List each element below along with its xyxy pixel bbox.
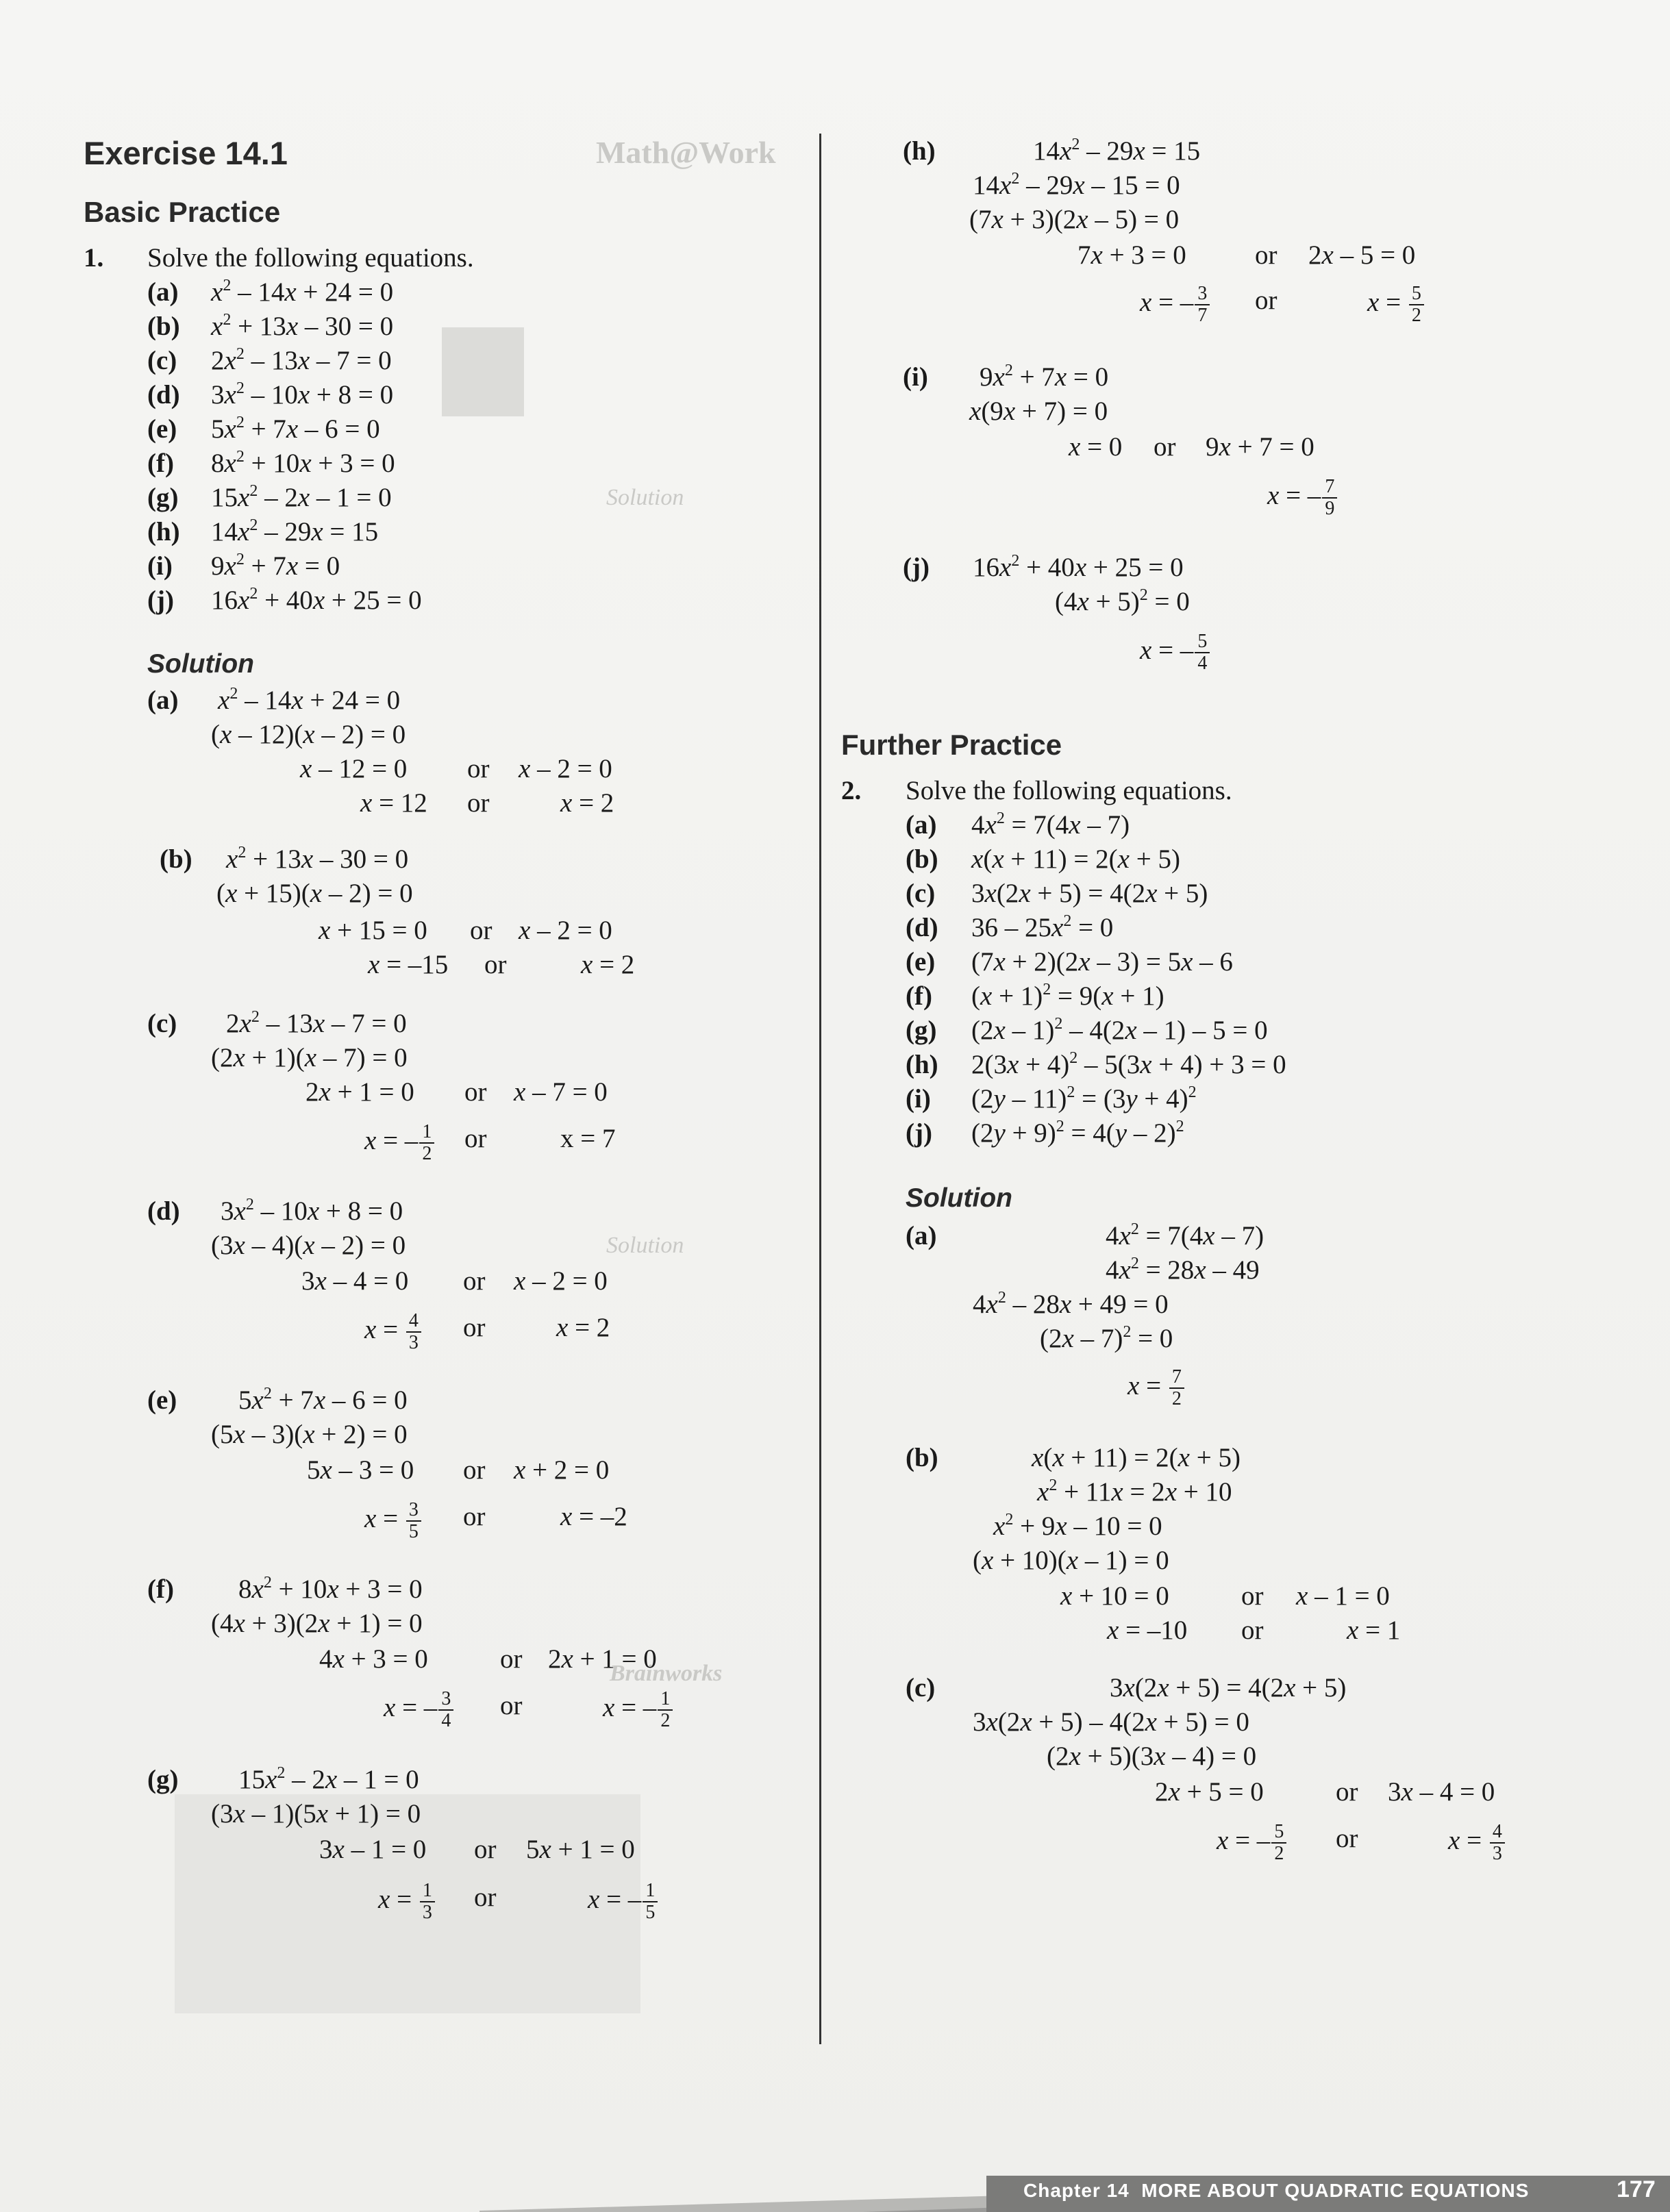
solution-answer: x = $\frac{3}{5}$ bbox=[364, 1500, 423, 1542]
solution-step: 3x – 1 = 0 bbox=[319, 1835, 427, 1864]
solution-step: $5x^2 + 7x - 6 = 0$ bbox=[238, 1385, 408, 1415]
fraction: $\frac{1}{2}$ bbox=[658, 1689, 673, 1731]
solution-step: 2x + 5 = 0 bbox=[1155, 1777, 1264, 1807]
list-label: (f) bbox=[147, 449, 174, 478]
solution-answer: x = $\frac{1}{3}$ bbox=[378, 1881, 436, 1923]
solution-answer: x = –15 bbox=[368, 950, 449, 979]
solution-step: 2x + 1 = 0 bbox=[306, 1077, 414, 1107]
solution-answer: x = – $\frac{1}{2}$ bbox=[603, 1689, 674, 1731]
or-word: or bbox=[463, 1502, 486, 1531]
solution-answer: x = $\frac{4}{3}$ bbox=[1448, 1822, 1506, 1864]
solution-answer: x = – $\frac{5}{2}$ bbox=[1217, 1822, 1288, 1864]
or-word: or bbox=[463, 1455, 486, 1485]
solution-step: $x^2 + 11x = 2x + 10$ bbox=[1037, 1476, 1232, 1507]
or-word: or bbox=[467, 754, 490, 783]
solution-step: 3x(2x + 5) – 4(2x + 5) = 0 bbox=[973, 1707, 1249, 1737]
solution-answer: x = $\frac{5}{2}$ bbox=[1367, 284, 1425, 326]
list-equation: $(2y + 9)^2 = 4(y - 2)^2$ bbox=[971, 1118, 1184, 1148]
fraction: $\frac{5}{4}$ bbox=[1195, 631, 1210, 674]
ghost-figure bbox=[442, 327, 524, 416]
solution-step: $9x^2 + 7x = 0$ bbox=[980, 362, 1109, 392]
solution-step: 4x + 3 = 0 bbox=[319, 1644, 428, 1674]
solution-step: $3x^2 - 10x + 8 = 0$ bbox=[221, 1196, 403, 1226]
solution-step: $x^2 + 9x - 10 = 0$ bbox=[993, 1511, 1162, 1541]
list-label: (d) bbox=[906, 913, 938, 942]
list-label: (h) bbox=[906, 1050, 938, 1079]
list-label: (c) bbox=[147, 346, 177, 375]
solution-step: (7x + 3)(2x – 5) = 0 bbox=[969, 205, 1180, 234]
or-word: or bbox=[1255, 240, 1278, 270]
solution-label-b: (b) bbox=[160, 844, 192, 874]
solution-step: $16x^2 + 40x + 25 = 0$ bbox=[973, 552, 1184, 582]
list-label: (b) bbox=[147, 312, 180, 341]
fraction: $\frac{1}{5}$ bbox=[643, 1881, 658, 1923]
further-practice-heading: Further Practice bbox=[841, 729, 1062, 761]
list-label: (f) bbox=[906, 981, 932, 1011]
solution-step: (x – 12)(x – 2) = 0 bbox=[211, 720, 406, 749]
list-equation: $2x^2 - 13x - 7 = 0$ bbox=[211, 345, 392, 375]
fraction: $\frac{3}{4}$ bbox=[438, 1689, 453, 1731]
or-word: or bbox=[1255, 286, 1278, 315]
solution-step: 3x – 4 = 0 bbox=[1388, 1777, 1495, 1807]
or-word: or bbox=[500, 1644, 523, 1674]
chapter-title: MORE ABOUT QUADRATIC EQUATIONS bbox=[1141, 2180, 1530, 2201]
list-equation: $2(3x + 4)^2 - 5(3x + 4) + 3 = 0$ bbox=[971, 1049, 1286, 1079]
question-2-number: 2. bbox=[841, 776, 862, 805]
solution-step: (x + 10)(x – 1) = 0 bbox=[973, 1546, 1169, 1575]
solution-step: x – 12 = 0 bbox=[300, 754, 408, 783]
solution-step: 2x – 5 = 0 bbox=[1308, 240, 1416, 270]
basic-practice-heading: Basic Practice bbox=[84, 196, 281, 228]
list-equation: $15x^2 - 2x - 1 = 0$ bbox=[211, 482, 392, 512]
fraction: $\frac{4}{3}$ bbox=[406, 1311, 421, 1353]
solution-step: 3x – 4 = 0 bbox=[301, 1266, 409, 1296]
list-label: (i) bbox=[906, 1084, 931, 1114]
fraction: $\frac{3}{5}$ bbox=[406, 1500, 421, 1542]
solution-2-label-c: (c) bbox=[906, 1673, 936, 1702]
or-word: or bbox=[1241, 1581, 1264, 1611]
solution-step: 7x + 3 = 0 bbox=[1077, 240, 1186, 270]
list-equation: $(2y - 11)^2 = (3y + 4)^2$ bbox=[971, 1083, 1197, 1114]
solution-step: $2x^2 - 13x - 7 = 0$ bbox=[226, 1008, 407, 1038]
or-word: or bbox=[464, 1077, 487, 1107]
solution-step: (5x – 3)(x + 2) = 0 bbox=[211, 1420, 408, 1449]
list-label: (g) bbox=[147, 483, 179, 512]
list-label: (j) bbox=[906, 1118, 932, 1148]
solution-step: $4x^2 = 28x - 49$ bbox=[1106, 1255, 1260, 1285]
or-word: or bbox=[1241, 1616, 1264, 1645]
solution-label-i: (i) bbox=[903, 362, 928, 392]
solution-2-label-b: (b) bbox=[906, 1443, 938, 1472]
solution-step: x(x + 11) = 2(x + 5) bbox=[1032, 1443, 1241, 1472]
solution-heading-2: Solution bbox=[906, 1183, 1012, 1213]
list-equation: (7x + 2)(2x – 3) = 5x – 6 bbox=[971, 947, 1233, 977]
solution-2-label-a: (a) bbox=[906, 1221, 937, 1250]
solution-step: x – 1 = 0 bbox=[1296, 1581, 1390, 1611]
list-equation: $(x + 1)^2 = 9(x + 1)$ bbox=[971, 981, 1164, 1011]
page-number: 177 bbox=[1617, 2176, 1656, 2202]
solution-step: (4x + 3)(2x + 1) = 0 bbox=[211, 1609, 423, 1638]
fraction: $\frac{5}{2}$ bbox=[1271, 1822, 1286, 1864]
solution-answer: x = – $\frac{1}{2}$ bbox=[364, 1122, 436, 1164]
solution-answer: x = – $\frac{7}{9}$ bbox=[1267, 477, 1338, 519]
solution-label-e: (e) bbox=[147, 1385, 177, 1415]
solution-answer: x = – $\frac{3}{4}$ bbox=[384, 1689, 455, 1731]
solution-step: $x^2 + 13x - 30 = 0$ bbox=[226, 844, 409, 874]
solution-answer: x = 12 bbox=[360, 788, 427, 818]
ghost-solution-2: Solution bbox=[606, 1233, 684, 1258]
list-equation: (2x – 1)$^2$ – 4(2x – 1) – 5 = 0 bbox=[971, 1015, 1268, 1045]
list-label: (a) bbox=[147, 277, 179, 307]
solution-answer: x = – $\frac{1}{5}$ bbox=[588, 1881, 659, 1923]
solution-step: $4x^2 - 28x + 49 = 0$ bbox=[973, 1289, 1169, 1319]
solution-label-g: (g) bbox=[147, 1765, 179, 1794]
list-equation: $16x^2 + 40x + 25 = 0$ bbox=[211, 585, 422, 615]
solution-step: (3x – 1)(5x + 1) = 0 bbox=[211, 1799, 421, 1828]
list-equation: x(x + 11) = 2(x + 5) bbox=[971, 844, 1180, 874]
solution-answer: x = – $\frac{5}{4}$ bbox=[1140, 631, 1211, 674]
solution-step: x – 7 = 0 bbox=[514, 1077, 608, 1107]
or-word: or bbox=[474, 1835, 497, 1864]
solution-step: $14x^2 - 29x = 15$ bbox=[1033, 136, 1201, 166]
or-word: or bbox=[470, 916, 493, 945]
solution-step: x + 15 = 0 bbox=[319, 916, 427, 945]
fraction: $\frac{1}{3}$ bbox=[420, 1881, 435, 1923]
solution-step: (3x – 4)(x – 2) = 0 bbox=[211, 1231, 406, 1260]
or-word: or bbox=[463, 1313, 486, 1342]
solution-answer: x = $\frac{4}{3}$ bbox=[364, 1311, 423, 1353]
or-word: or bbox=[474, 1883, 497, 1912]
fraction: $\frac{3}{7}$ bbox=[1195, 284, 1210, 326]
or-word: or bbox=[1336, 1824, 1358, 1853]
or-word: or bbox=[1154, 432, 1176, 462]
chapter-number: Chapter 14 bbox=[1023, 2180, 1130, 2201]
solution-step: 5x – 3 = 0 bbox=[307, 1455, 414, 1485]
list-label: (e) bbox=[147, 414, 177, 444]
list-label: (e) bbox=[906, 947, 936, 977]
list-equation: $x^2 - 14x + 24 = 0$ bbox=[211, 277, 394, 307]
ghost-heading: Math@Work bbox=[596, 135, 776, 170]
list-label: (h) bbox=[147, 517, 180, 546]
solution-step: x – 2 = 0 bbox=[514, 1266, 608, 1296]
exercise-heading: Exercise 14.1 bbox=[84, 135, 288, 171]
question-2-text: Solve the following equations. bbox=[906, 776, 1232, 805]
solution-step: x + 10 = 0 bbox=[1060, 1581, 1169, 1611]
list-equation: 3x(2x + 5) = 4(2x + 5) bbox=[971, 879, 1208, 908]
solution-label-h: (h) bbox=[903, 136, 936, 166]
fraction: $\frac{5}{2}$ bbox=[1409, 284, 1424, 326]
solution-label-c: (c) bbox=[147, 1009, 177, 1038]
solution-answer: x = 7 bbox=[560, 1124, 616, 1153]
solution-step: (x + 15)(x – 2) = 0 bbox=[216, 879, 413, 908]
list-label: (b) bbox=[906, 844, 938, 874]
solution-label-j: (j) bbox=[903, 553, 930, 582]
or-word: or bbox=[463, 1266, 486, 1296]
or-word: or bbox=[1336, 1777, 1358, 1807]
solution-step: (2x + 1)(x – 7) = 0 bbox=[211, 1043, 408, 1072]
list-label: (j) bbox=[147, 586, 174, 615]
solution-step: $14x^2 - 29x - 15 = 0$ bbox=[973, 170, 1180, 200]
list-equation: $5x^2 + 7x - 6 = 0$ bbox=[211, 414, 380, 444]
solution-label-a: (a) bbox=[147, 686, 179, 715]
solution-step: x = 0 bbox=[1069, 432, 1123, 462]
fraction: $\frac{7}{2}$ bbox=[1169, 1367, 1184, 1409]
list-equation: $3x^2 - 10x + 8 = 0$ bbox=[211, 379, 394, 410]
solution-step: (2x – 7)$^2$ = 0 bbox=[1040, 1323, 1173, 1353]
ghost-solution: Solution bbox=[606, 485, 684, 510]
list-equation: $14x^2 - 29x = 15$ bbox=[211, 516, 379, 546]
footer-chapter bbox=[1023, 2180, 1529, 2202]
solution-answer: x = 2 bbox=[556, 1313, 610, 1342]
solution-step: x(9x + 7) = 0 bbox=[969, 397, 1108, 426]
fraction: $\frac{1}{2}$ bbox=[419, 1122, 434, 1164]
solution-step: $15x^2 - 2x - 1 = 0$ bbox=[238, 1764, 419, 1794]
solution-step: 2x + 1 = 0 bbox=[548, 1644, 657, 1674]
question-1-number: 1. bbox=[84, 243, 104, 273]
solution-answer: x = –10 bbox=[1107, 1616, 1188, 1645]
list-equation: $x^2 + 13x - 30 = 0$ bbox=[211, 311, 394, 341]
solution-step: x – 2 = 0 bbox=[519, 916, 612, 945]
question-1-text: Solve the following equations. bbox=[147, 243, 474, 273]
solution-answer: x = 1 bbox=[1347, 1616, 1401, 1645]
solution-label-f: (f) bbox=[147, 1574, 174, 1604]
column-divider bbox=[819, 134, 821, 2044]
solution-step: $x^2 - 14x + 24 = 0$ bbox=[218, 685, 401, 715]
solution-step: $4x^2 = 7(4x - 7)$ bbox=[1106, 1220, 1264, 1250]
list-label: (a) bbox=[906, 810, 937, 840]
solution-step: 9x + 7 = 0 bbox=[1206, 432, 1314, 462]
solution-answer: x = $\frac{7}{2}$ bbox=[1127, 1367, 1186, 1409]
list-label: (g) bbox=[906, 1016, 937, 1045]
solution-answer: x = 2 bbox=[560, 788, 614, 818]
solution-step: x + 2 = 0 bbox=[514, 1455, 610, 1485]
list-equation: $4x^2 = 7(4x - 7)$ bbox=[971, 809, 1130, 840]
ghost-brainworks: Brainworks bbox=[610, 1661, 723, 1686]
solution-heading: Solution bbox=[147, 649, 254, 679]
or-word: or bbox=[484, 950, 507, 979]
list-equation: $36 - 25x^2 = 0$ bbox=[971, 912, 1114, 942]
list-label: (d) bbox=[147, 380, 180, 410]
solution-step: (2x + 5)(3x – 4) = 0 bbox=[1047, 1742, 1257, 1771]
solution-step: $(4x + 5)^2 = 0$ bbox=[1055, 586, 1190, 616]
solution-answer: x = –2 bbox=[560, 1502, 627, 1531]
solution-label-d: (d) bbox=[147, 1196, 180, 1226]
or-word: or bbox=[467, 788, 490, 818]
or-word: or bbox=[464, 1124, 487, 1153]
list-equation: $8x^2 + 10x + 3 = 0$ bbox=[211, 448, 395, 478]
solution-step: 5x + 1 = 0 bbox=[526, 1835, 635, 1864]
list-label: (c) bbox=[906, 879, 936, 908]
solution-step: $8x^2 + 10x + 3 = 0$ bbox=[238, 1574, 423, 1604]
solution-answer: x = – $\frac{3}{7}$ bbox=[1140, 284, 1211, 326]
fraction: $\frac{7}{9}$ bbox=[1322, 477, 1337, 519]
list-equation: $9x^2 + 7x = 0$ bbox=[211, 551, 340, 581]
solution-step: x – 2 = 0 bbox=[519, 754, 612, 783]
solution-step: 3x(2x + 5) = 4(2x + 5) bbox=[1110, 1673, 1347, 1702]
list-label: (i) bbox=[147, 551, 173, 581]
or-word: or bbox=[500, 1691, 523, 1720]
fraction: $\frac{4}{3}$ bbox=[1490, 1822, 1505, 1864]
solution-answer: x = 2 bbox=[581, 950, 635, 979]
